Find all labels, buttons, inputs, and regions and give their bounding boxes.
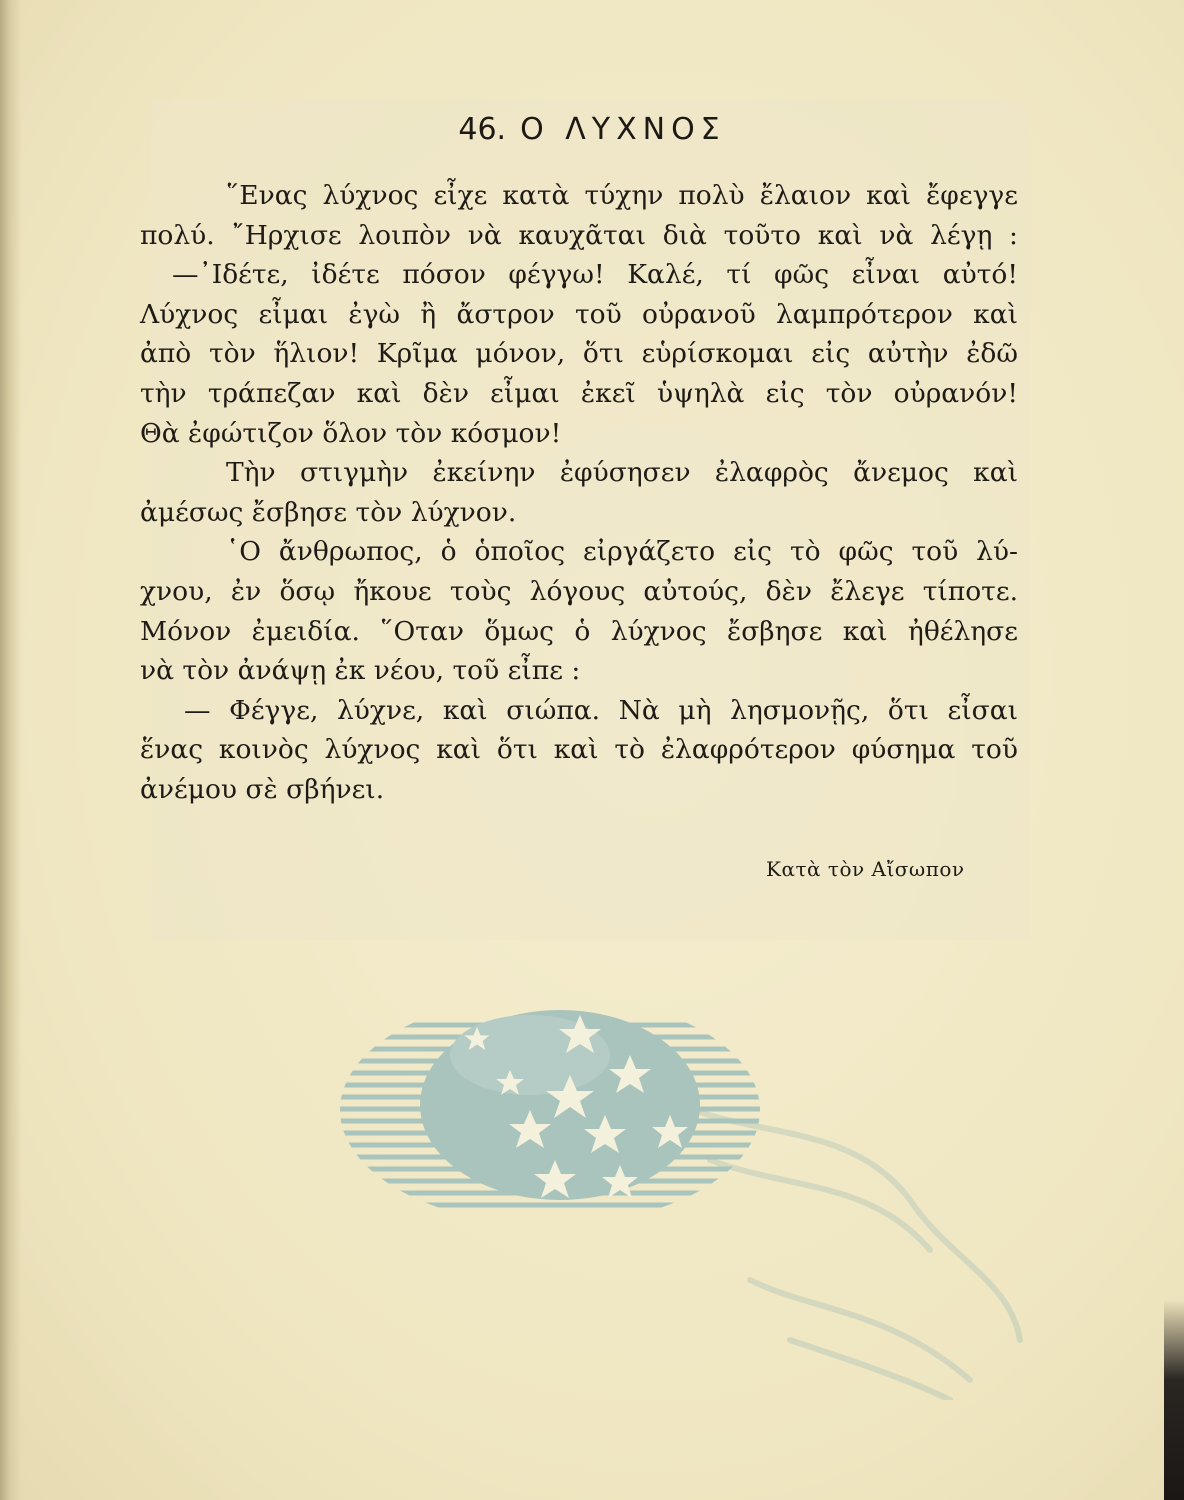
text-line: Τὴν στιγμὴν ἐκείνην ἐφύσησεν ἐλαφρὸς ἄνεμος καὶ: [226, 457, 1018, 489]
story-text: [140, 176, 1018, 810]
text-line: Μόνον ἐμειδία. ῞Οταν ὅμως ὁ λύχνος ἔσβησε καὶ ἠθέλησε: [140, 615, 1018, 647]
text-line: ῾Ο ἄνθρωπος, ὁ ὁποῖος εἰργάζετο εἰς τὸ φῶς τοῦ λύ-: [226, 536, 1018, 568]
text-line: — Φέγγε, λύχνε, καὶ σιώπα. Νὰ μὴ λησμονῇς, ὅτι εἶσαι: [184, 694, 1018, 726]
cloud-with-stars-icon: [330, 985, 770, 1235]
text-line: Θὰ ἐφώτιζον ὅλον τὸν κόσμον!: [140, 417, 562, 449]
text-line: νὰ τὸν ἀνάψῃ ἐκ νέου, τοῦ εἶπε :: [140, 655, 581, 687]
page-title: [0, 112, 1184, 147]
text-line: ἀπὸ τὸν ἥλιον! Κρῖμα μόνον, ὅτι εὑρίσκομαι εἰς αὐτὴν ἐδῶ: [140, 338, 1018, 370]
text-line: ἀνέμου σὲ σβήνει.: [140, 773, 385, 805]
text-line: χνου, ἐν ὅσῳ ἤκουε τοὺς λόγους αὐτούς, δὲν ἔλεγε τίποτε.: [140, 575, 1018, 607]
text-line: πολύ. ῎Ηρχισε λοιπὸν νὰ καυχᾶται διὰ τοῦτο καὶ νὰ λέγῃ :: [140, 219, 1018, 251]
text-line: τὴν τράπεζαν καὶ δὲν εἶμαι ἐκεῖ ὑψηλὰ εἰς τὸν οὐρανόν!: [140, 377, 1018, 409]
text-line: ἕνας κοινὸς λύχνος καὶ ὅτι καὶ τὸ ἐλαφρότερον φύσημα τοῦ: [140, 734, 1018, 766]
text-line: ῞Ενας λύχνος εἶχε κατὰ τύχην πολὺ ἔλαιον καὶ ἔφεγγε: [226, 180, 1018, 211]
spine-shadow: [0, 0, 22, 1500]
chapter-number: 46.: [458, 112, 507, 147]
text-line: Λύχνος εἶμαι ἐγὼ ἢ ἄστρον τοῦ οὐρανοῦ λαμπρότερον καὶ: [140, 298, 1018, 330]
chapter-title: Ο ΛΥΧΝΟΣ: [520, 112, 726, 147]
text-line: ἀμέσως ἔσβησε τὸν λύχνον.: [140, 496, 517, 528]
attribution: Κατὰ τὸν Αἴσωπον: [766, 857, 965, 881]
page-edge-shadow: [1164, 1300, 1184, 1500]
text-line: —᾿Ιδέτε, ἰδέτε πόσον φέγγω! Καλέ, τί φῶς εἶναι αὐτό!: [172, 259, 1018, 291]
